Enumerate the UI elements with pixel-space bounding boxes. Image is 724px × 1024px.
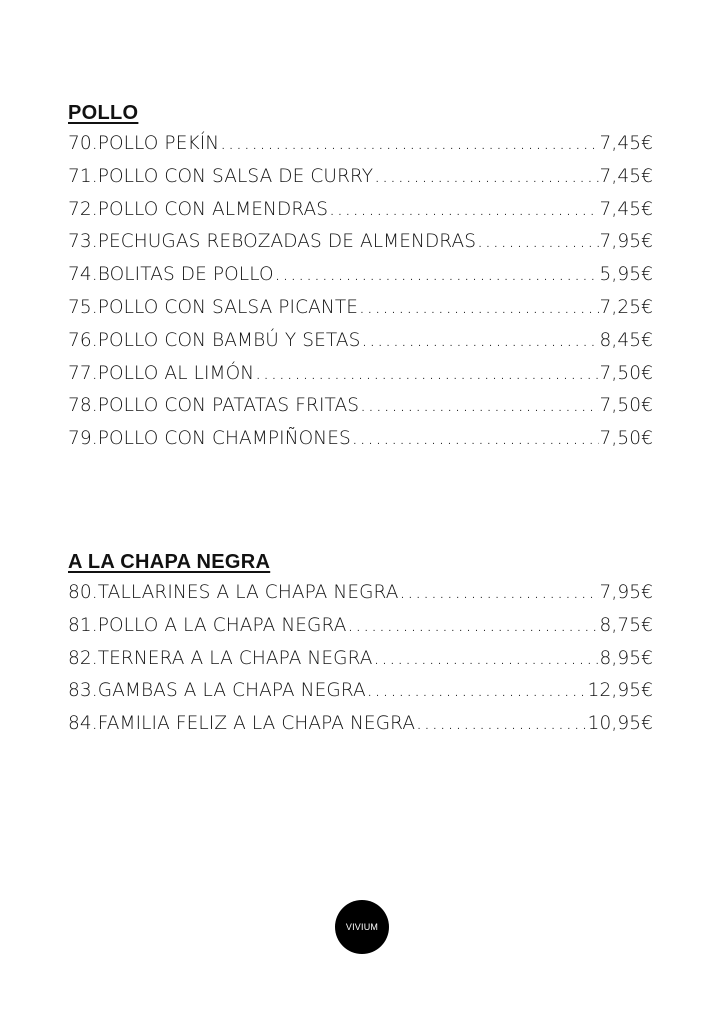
section-pollo bbox=[68, 98, 653, 456]
item-price: 7,50€ bbox=[599, 362, 653, 384]
item-price: 12,95€ bbox=[587, 680, 653, 702]
menu-item bbox=[68, 577, 653, 610]
menu-item bbox=[68, 259, 653, 292]
item-price: 7,45€ bbox=[599, 198, 653, 220]
menu-item bbox=[68, 325, 653, 358]
dot-leader bbox=[361, 325, 598, 358]
item-price: 7,50€ bbox=[599, 395, 653, 417]
item-name: 71.POLLO CON SALSA DE CURRY bbox=[68, 165, 374, 187]
item-name: 76.POLLO CON BAMBÚ Y SETAS bbox=[68, 329, 361, 351]
item-name: 75.POLLO CON SALSA PICANTE bbox=[68, 296, 359, 318]
item-name: 70.POLLO PEKÍN bbox=[68, 133, 220, 154]
menu-item bbox=[68, 675, 653, 708]
item-price: 8,95€ bbox=[599, 647, 653, 669]
item-name: 73.PECHUGAS REBOZADAS DE ALMENDRAS bbox=[68, 231, 477, 253]
dot-leader bbox=[359, 292, 599, 325]
section-chapa-negra bbox=[68, 547, 653, 741]
dot-leader bbox=[360, 390, 598, 423]
dot-leader bbox=[374, 643, 599, 676]
item-name: 83.GAMBAS A LA CHAPA NEGRA bbox=[68, 680, 366, 702]
item-name: 72.POLLO CON ALMENDRAS bbox=[68, 198, 329, 220]
menu-item bbox=[68, 610, 653, 643]
dot-leader bbox=[220, 128, 598, 161]
menu-item bbox=[68, 708, 653, 741]
section-title: POLLO bbox=[68, 102, 139, 124]
dot-leader bbox=[400, 577, 599, 610]
dot-leader bbox=[477, 226, 598, 259]
dot-leader bbox=[347, 610, 598, 643]
vivium-logo bbox=[335, 900, 389, 954]
item-price: 5,95€ bbox=[599, 264, 653, 286]
item-name: 80.TALLARINES A LA CHAPA NEGRA bbox=[68, 582, 399, 603]
menu-item bbox=[68, 390, 653, 423]
item-name: 79.POLLO CON CHAMPIÑONES bbox=[68, 428, 351, 450]
item-price: 7,95€ bbox=[599, 231, 653, 253]
dot-leader bbox=[255, 358, 598, 391]
dot-leader bbox=[367, 675, 587, 708]
menu-item bbox=[68, 128, 653, 161]
item-price: 7,95€ bbox=[599, 582, 653, 603]
menu-item bbox=[68, 643, 653, 676]
menu-item bbox=[68, 161, 653, 194]
item-price: 7,45€ bbox=[599, 133, 653, 154]
item-price: 7,50€ bbox=[599, 428, 653, 450]
menu-item bbox=[68, 292, 653, 325]
item-name: 78.POLLO CON PATATAS FRITAS bbox=[68, 395, 360, 417]
item-name: 74.BOLITAS DE POLLO bbox=[68, 264, 274, 286]
menu-item bbox=[68, 226, 653, 259]
item-price: 7,25€ bbox=[599, 296, 653, 318]
dot-leader bbox=[352, 423, 599, 456]
item-price: 7,45€ bbox=[599, 165, 653, 187]
dot-leader bbox=[329, 194, 598, 227]
menu-item bbox=[68, 194, 653, 227]
dot-leader bbox=[374, 161, 598, 194]
dot-leader bbox=[275, 259, 599, 292]
item-name: 81.POLLO A LA CHAPA NEGRA bbox=[68, 614, 347, 636]
menu-item bbox=[68, 358, 653, 391]
item-name: 77.POLLO AL LIMÓN bbox=[68, 362, 255, 384]
item-price: 10,95€ bbox=[587, 713, 653, 735]
section-title: A LA CHAPA NEGRA bbox=[68, 551, 271, 573]
menu-item bbox=[68, 423, 653, 456]
dot-leader bbox=[416, 708, 587, 741]
item-price: 8,45€ bbox=[599, 329, 653, 351]
item-price: 8,75€ bbox=[599, 614, 653, 636]
item-name: 82.TERNERA A LA CHAPA NEGRA bbox=[68, 647, 373, 669]
logo-text: VIVIUM bbox=[345, 922, 379, 932]
item-name: 84.FAMILIA FELIZ A LA CHAPA NEGRA bbox=[68, 713, 416, 735]
